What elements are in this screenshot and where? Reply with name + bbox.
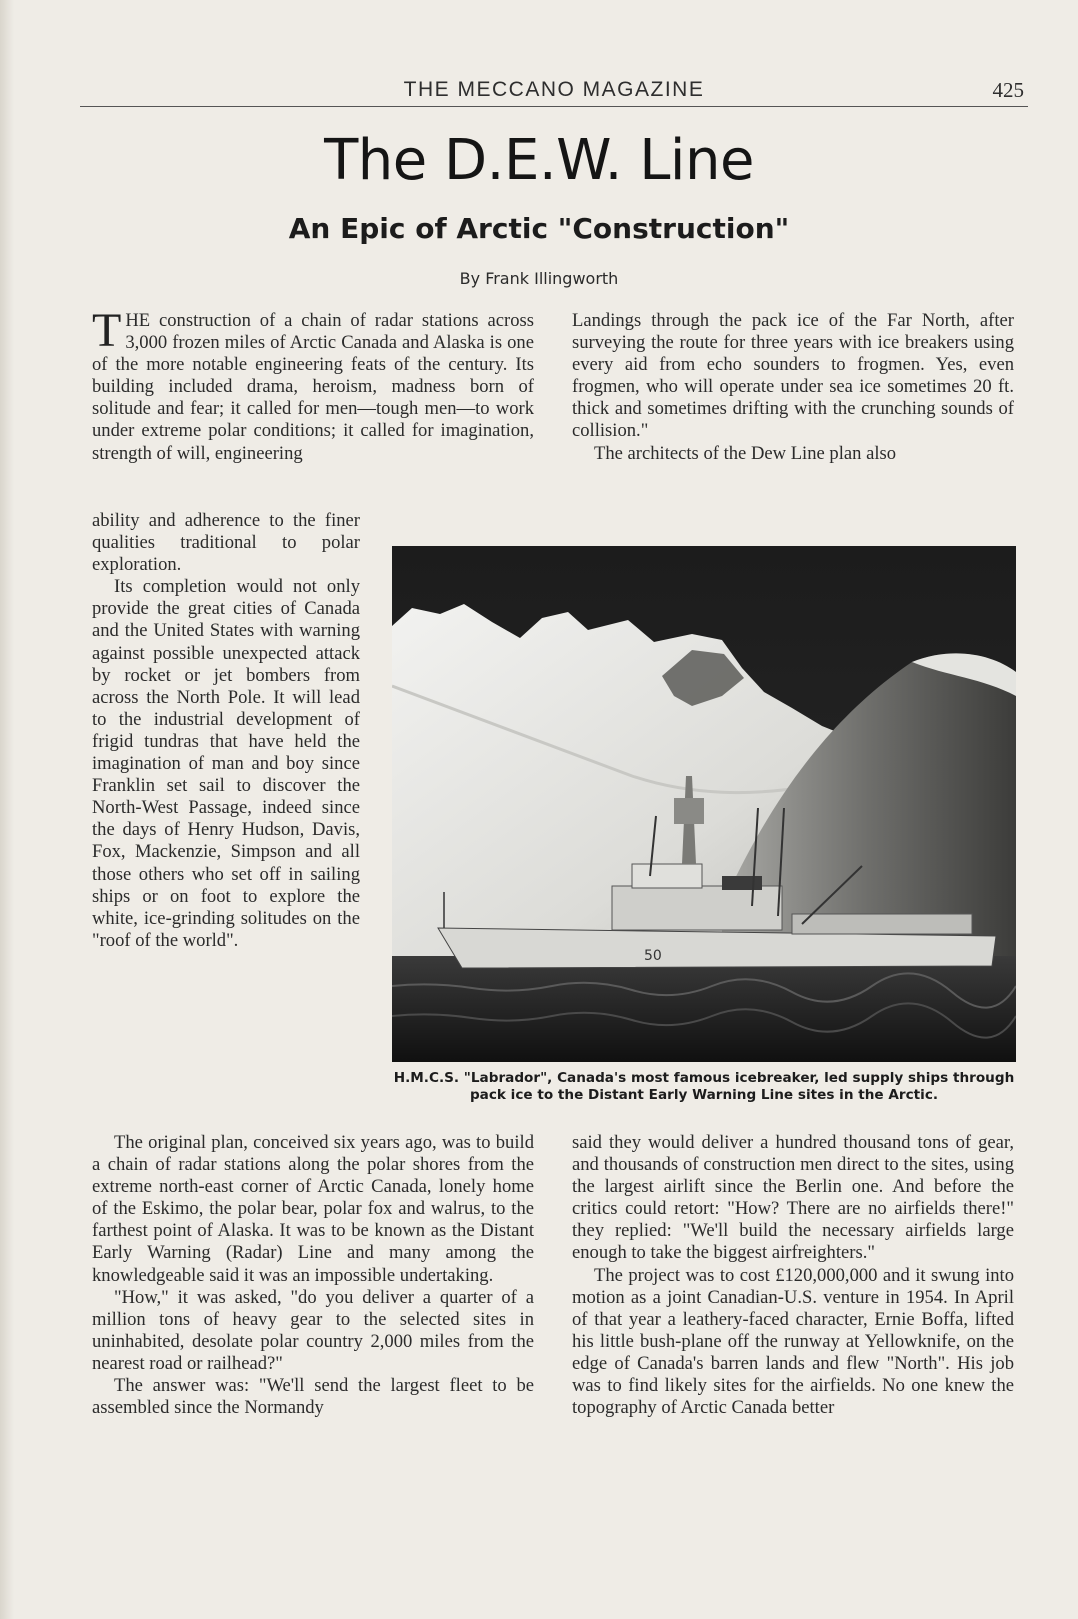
paragraph-project-cost: The project was to cost £120,000,000 and it swung into motion as a joint Canadian-U.S. venture in 1954. In April of that year a leathery-faced character, Ernie Boffa, lifted his little bush-plane off the runway at Yellowknife, on the edge of Canada's barren lands and flew "North". His job was to find likely sites for the airfields. No one knew the topography of Arctic Canada better <box>572 1264 1014 1419</box>
column-1-bottom <box>92 1132 534 1419</box>
paragraph-answer: The answer was: "We'll send the largest fleet to be assembled since the Normandy <box>92 1375 534 1419</box>
paragraph-architects: The architects of the Dew Line plan also <box>594 442 897 464</box>
icebreaker-photo <box>392 546 1016 1062</box>
byline: By Frank Illingworth <box>459 269 619 288</box>
intro-paragraph <box>92 304 534 465</box>
column-2-top <box>572 310 1014 465</box>
paragraph-landings: Landings through the pack ice of the Far North, after surveying the route for three years with ice breakers using every aid from echo sounders to frogmen. Yes, even frogmen, who will operate under sea ice sometimes 20 ft. thick and sometimes drifting with the crunching sounds of collision." <box>572 310 1014 442</box>
narrow-paragraph-2: Its completion would not only provide the great cities of Canada and the United States with warning against possible unexpected attack by rocket or jet bombers from across the North Pole. It will lead to the industrial development of frigid tundras that have held the imagination of man and boy since Franklin set sail to discover the North-West Passage, indeed since the days of Henry Hudson, Davis, Fox, Mackenzie, Simpson and all those others who set off in sailing ships or on foot to explore the white, ice-grinding solitudes on the "roof of the world". <box>92 576 360 951</box>
paragraph-original-plan: The original plan, conceived six years ago, was to build a chain of radar stations along the polar shores from the extreme north-east corner of Arctic Canada, lonely home of the Eskimo, the polar bear, polar fox and walrus, to the farthest point of Alaska. It was to be known as the Distant Early Warning (Radar) Line and many among the knowledgeable said it was an impossible undertaking. <box>92 1132 534 1286</box>
column-2-bottom <box>572 1132 1014 1419</box>
column-1-narrow <box>92 510 360 1130</box>
paragraph-hundred-thousand: said they would deliver a hundred thousand tons of gear, and thousands of construction men direct to the sites, using the largest airlift since the Berlin one. And before the critics could retort: "How? There are no airfields there!" they replied: "We'll build the necessary airfields large enough to take the biggest airfreighters." <box>572 1132 1014 1264</box>
icebreaker-illustration <box>392 546 1016 1062</box>
article-subtitle: An Epic of Arctic "Construction" <box>288 212 790 245</box>
column-1-top <box>92 304 534 465</box>
paragraph-how-asked: "How," it was asked, "do you deliver a quarter of a million tons of heavy gear to the selected sites in uninhabited, desolate polar country 2,000 miles from the nearest road or railhead?" <box>92 1286 534 1374</box>
page-number: 425 <box>992 78 1024 102</box>
magazine-title: THE MECCANO MAGAZINE <box>403 78 705 101</box>
drop-cap: T <box>92 304 122 357</box>
photo-caption: H.M.C.S. "Labrador", Canada's most famous icebreaker, led supply ships through pack ice to the Distant Early Warning Line sites in the Arctic. <box>393 1070 1015 1103</box>
hull-number: 50 <box>644 948 662 964</box>
sea <box>392 956 1016 1062</box>
article-title: The D.E.W. Line <box>324 128 754 193</box>
running-header <box>80 78 1028 107</box>
intro-text: HE construction of a chain of radar stations across 3,000 frozen miles of Arctic Canada and Alaska is one of the more notable engineering feats of the century. Its building included drama, heroism, madness born of solitude and fear; it called for men—tough men—to work under extreme polar conditions; it called for imagination, strength of will, engineering <box>92 310 534 464</box>
narrow-paragraph-1: ability and adherence to the finer qualities traditional to polar exploration. <box>92 510 360 576</box>
